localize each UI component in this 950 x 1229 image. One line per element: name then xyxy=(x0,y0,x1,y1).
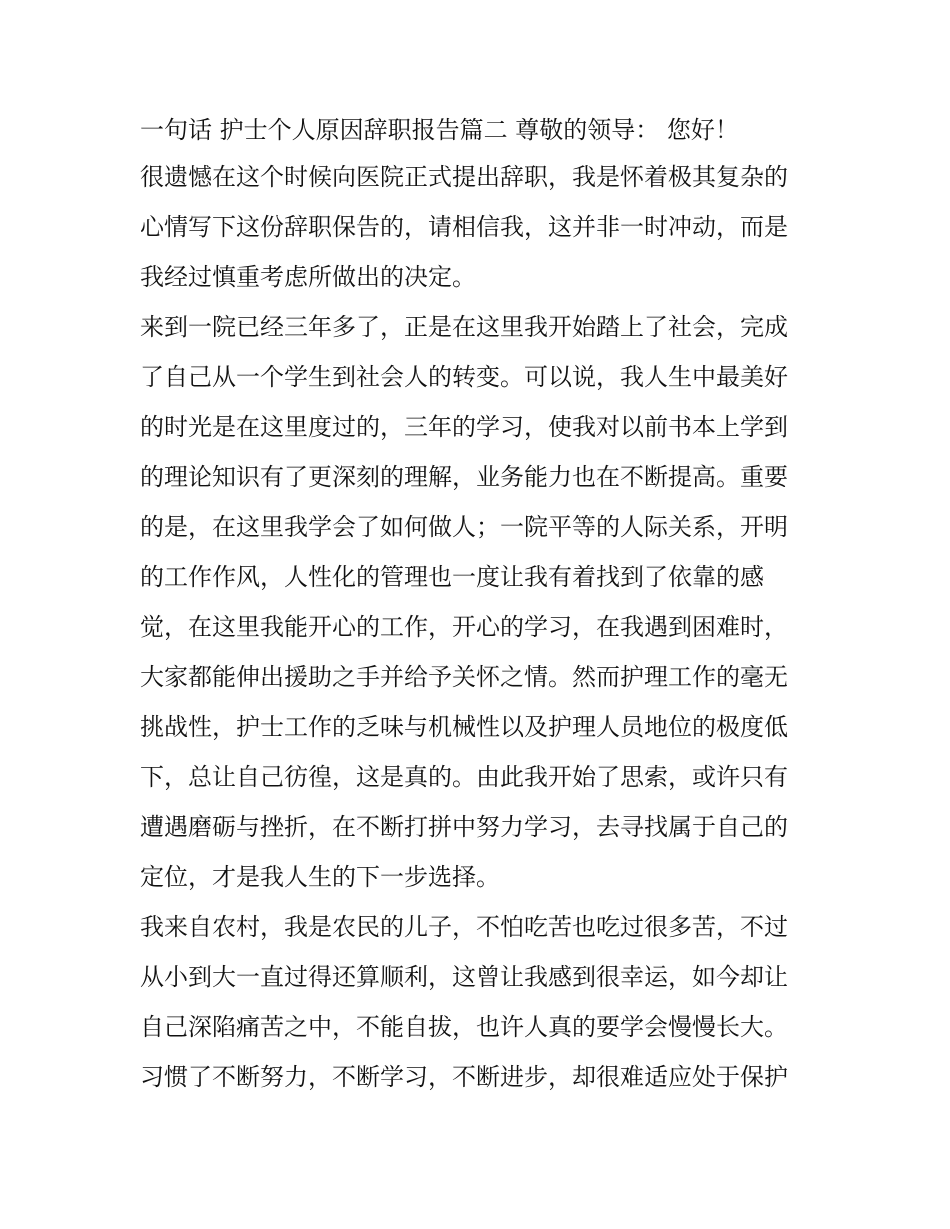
text-line: 下，总让自己彷徨，这是真的。由此我开始了思索，或许只有 xyxy=(140,763,788,791)
document-heading-line: 一句话 护士个人原因辞职报告篇二 尊敬的领导： 您好！ xyxy=(140,116,739,144)
text-line: 的工作作风，人性化的管理也一度让我有着找到了依靠的感 xyxy=(140,563,764,591)
text-line: 的理论知识有了更深刻的理解，业务能力也在不断提高。重要 xyxy=(140,463,788,491)
text-line: 的时光是在这里度过的，三年的学习，使我对以前书本上学到 xyxy=(140,413,788,441)
text-line: 自己深陷痛苦之中，不能自拔，也许人真的要学会慢慢长大。 xyxy=(140,1013,788,1041)
text-line: 习惯了不断努力，不断学习，不断进步，却很难适应处于保护 xyxy=(140,1063,788,1091)
text-line: 从小到大一直过得还算顺利，这曾让我感到很幸运，如今却让 xyxy=(140,963,788,991)
text-line: 的是，在这里我学会了如何做人；一院平等的人际关系，开明 xyxy=(140,513,788,541)
text-line: 心情写下这份辞职保告的，请相信我，这并非一时冲动，而是 xyxy=(140,213,788,241)
text-line: 挑战性，护士工作的乏味与机械性以及护理人员地位的极度低 xyxy=(140,713,788,741)
text-line: 我来自农村，我是农民的儿子，不怕吃苦也吃过很多苦，不过 xyxy=(140,913,788,941)
document-body xyxy=(140,108,820,1102)
text-line: 遭遇磨砺与挫折，在不断打拼中努力学习，去寻找属于自己的 xyxy=(140,813,788,841)
text-line: 了自己从一个学生到社会人的转变。可以说，我人生中最美好 xyxy=(140,363,788,391)
text-line: 我经过慎重考虑所做出的决定。 xyxy=(140,263,476,291)
text-line: 很遗憾在这个时候向医院正式提出辞职，我是怀着极其复杂的 xyxy=(140,163,788,191)
text-line: 定位，才是我人生的下一步选择。 xyxy=(140,863,500,891)
text-line: 觉，在这里我能开心的工作，开心的学习，在我遇到困难时， xyxy=(140,613,788,641)
text-line: 来到一院已经三年多了，正是在这里我开始踏上了社会，完成 xyxy=(140,313,788,341)
text-line: 大家都能伸出援助之手并给予关怀之情。然而护理工作的毫无 xyxy=(140,663,788,691)
